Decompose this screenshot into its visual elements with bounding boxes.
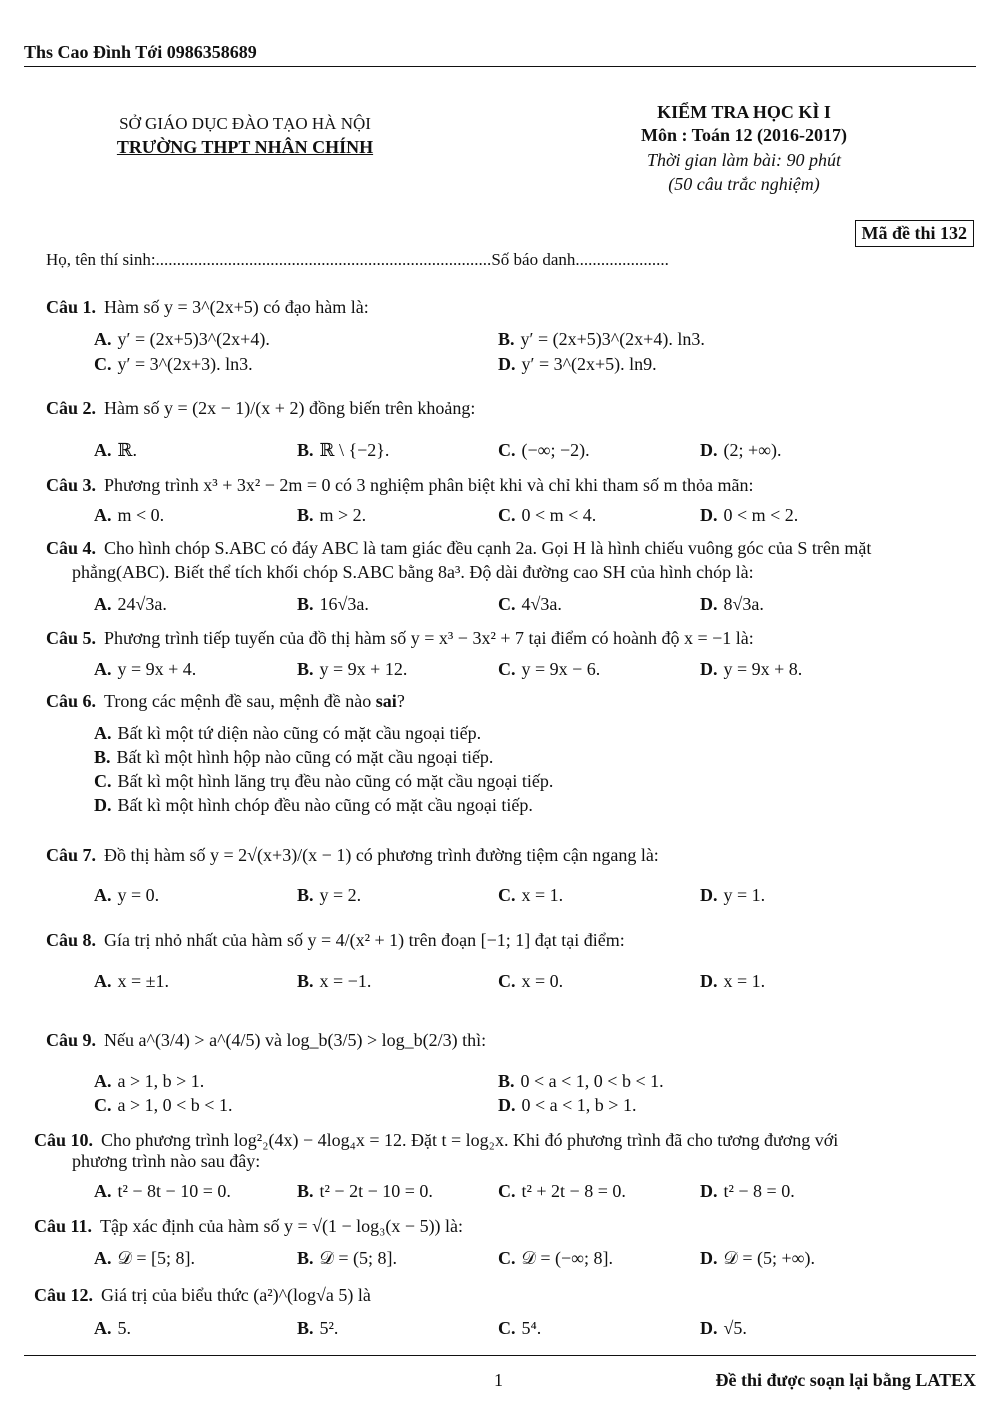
header-rule (24, 66, 976, 67)
option-a: A. y = 9x + 4. (94, 659, 197, 679)
option-a: A. y′ = (2x+5)3^(2x+4). (94, 329, 270, 349)
question-6: Câu 6. Trong các mệnh đề sau, mệnh đề nào sai? (46, 691, 405, 711)
option-c: C. 4√3a. (498, 594, 562, 614)
option-c: C. 5⁴. (498, 1318, 542, 1338)
student-info (46, 250, 669, 270)
question-9: Câu 9. Nếu a^(3/4) > a^(4/5) và log_b(3/5) > log_b(2/3) thì: (46, 1030, 487, 1050)
exam-code-box: Mã đề thi 132 (855, 220, 975, 247)
option-b: B. y = 2. (297, 885, 362, 905)
option-a: A. Bất kì một tứ diện nào cũng có mặt cầu ngoại tiếp. (94, 723, 482, 743)
option-c: C. 𝒟 = (−∞; 8]. (498, 1248, 613, 1268)
option-d: D. 𝒟 = (5; +∞). (700, 1248, 815, 1268)
question-7: Câu 7. Đồ thị hàm số y = 2√(x+3)/(x − 1) có phương trình đường tiệm cận ngang là: (46, 845, 659, 865)
page-number: 1 (494, 1370, 503, 1390)
option-a: A. ℝ. (94, 440, 137, 460)
student-name-field: Họ, tên thí sinh:............................................................................... (46, 250, 492, 269)
option-b: B. Bất kì một hình hộp nào cũng có mặt cầu ngoại tiếp. (94, 747, 494, 767)
option-d: D. y = 9x + 8. (700, 659, 803, 679)
option-a: A. y = 0. (94, 885, 160, 905)
option-b: B. ℝ \ {−2}. (297, 440, 390, 460)
option-b: B. t² − 2t − 10 = 0. (297, 1181, 433, 1201)
question-text: Hàm số y = 3^(2x+5) có đạo hàm là: (104, 297, 369, 317)
question-12: Câu 12. Giá trị của biểu thức (a²)^(log√a 5) là (34, 1285, 371, 1305)
option-c: C. x = 1. (498, 885, 564, 905)
question-8: Câu 8. Gía trị nhỏ nhất của hàm số y = 4/(x² + 1) trên đoạn [−1; 1] đạt tại điểm: (46, 930, 625, 950)
question-2: Câu 2. Hàm số y = (2x − 1)/(x + 2) đồng biến trên khoảng: (46, 398, 476, 418)
exam-title: KIỂM TRA HỌC KÌ I (657, 102, 831, 122)
option-b: B. y′ = (2x+5)3^(2x+4). ln3. (498, 329, 705, 349)
option-a: A. 5. (94, 1318, 131, 1338)
option-b: B. y = 9x + 12. (297, 659, 408, 679)
option-d: D. 8√3a. (700, 594, 764, 614)
option-d: D. 0 < m < 2. (700, 505, 799, 525)
option-a: A. t² − 8t − 10 = 0. (94, 1181, 231, 1201)
exam-subject: Môn : Toán 12 (2016-2017) (640, 125, 847, 145)
author-header: Ths Cao Đình Tới 0986358689 (24, 42, 257, 62)
school-name: TRƯỜNG THPT NHÂN CHÍNH (116, 137, 374, 157)
question-4: Câu 4. Cho hình chóp S.ABC có đáy ABC là tam giác đều cạnh 2a. Gọi H là hình chiếu vuông góc của S trên mặt (46, 538, 872, 558)
option-c: C. x = 0. (498, 971, 564, 991)
question-11: Câu 11. Tập xác định của hàm số y = √(1 − log₃(x − 5)) là: (34, 1216, 464, 1236)
question-1 (46, 297, 369, 318)
option-b: B. x = −1. (297, 971, 372, 991)
option-c: C. t² + 2t − 8 = 0. (498, 1181, 626, 1201)
question-number: Câu 1. (46, 297, 97, 317)
footer-rule (24, 1355, 976, 1356)
question-3: Câu 3. Phương trình x³ + 3x² − 2m = 0 có 3 nghiệm phân biệt khi và chỉ khi tham số m thỏa mãn: (46, 475, 754, 495)
question-10-continued: phương trình nào sau đây: (72, 1151, 261, 1171)
option-c: C. 0 < m < 4. (498, 505, 597, 525)
option-a: A. m < 0. (94, 505, 165, 525)
question-4-continued: phẳng(ABC). Biết thể tích khối chóp S.ABC bằng 8a³. Độ dài đường cao SH của hình chóp là: (72, 562, 754, 582)
option-c: C. (−∞; −2). (498, 440, 590, 460)
option-a: A. x = ±1. (94, 971, 170, 991)
student-id-field: Số báo danh...................... (491, 250, 669, 269)
exam-count: (50 câu trắc nghiệm) (668, 174, 820, 194)
option-d: D. 0 < a < 1, b > 1. (498, 1095, 637, 1115)
option-b: B. 𝒟 = (5; 8]. (297, 1248, 398, 1268)
option-d: D. y′ = 3^(2x+5). ln9. (498, 354, 657, 374)
option-d: D. (2; +∞). (700, 440, 782, 460)
school-dept: SỞ GIÁO DỤC ĐÀO TẠO HÀ NỘI (119, 114, 371, 133)
option-c: C. Bất kì một hình lăng trụ đều nào cũng có mặt cầu ngoại tiếp. (94, 771, 554, 791)
option-d: D. y = 1. (700, 885, 766, 905)
option-c: C. a > 1, 0 < b < 1. (94, 1095, 233, 1115)
question-5: Câu 5. Phương trình tiếp tuyến của đồ thị hàm số y = x³ − 3x² + 7 tại điểm có hoành độ x = −1 là: (46, 628, 754, 648)
option-b: B. 0 < a < 1, 0 < b < 1. (498, 1071, 664, 1091)
option-a: A. a > 1, b > 1. (94, 1071, 205, 1091)
footer-note: Đề thi được soạn lại bằng LATEX (715, 1370, 976, 1390)
option-b: B. m > 2. (297, 505, 367, 525)
option-d: D. Bất kì một hình chóp đều nào cũng có mặt cầu ngoại tiếp. (94, 795, 533, 815)
question-10: Câu 10. Cho phương trình log²₂(4x) − 4log₄x = 12. Đặt t = log₂x. Khi đó phương trình đã cho tương đương với (34, 1130, 839, 1150)
option-d: D. x = 1. (700, 971, 766, 991)
option-c: C. y = 9x − 6. (498, 659, 601, 679)
option-c: C. y′ = 3^(2x+3). ln3. (94, 354, 253, 374)
option-a: A. 𝒟 = [5; 8]. (94, 1248, 196, 1268)
option-d: D. t² − 8 = 0. (700, 1181, 795, 1201)
option-b: B. 5². (297, 1318, 339, 1338)
option-b: B. 16√3a. (297, 594, 369, 614)
exam-time: Thời gian làm bài: 90 phút (646, 150, 842, 170)
option-d: D. √5. (700, 1318, 747, 1338)
option-a: A. 24√3a. (94, 594, 167, 614)
